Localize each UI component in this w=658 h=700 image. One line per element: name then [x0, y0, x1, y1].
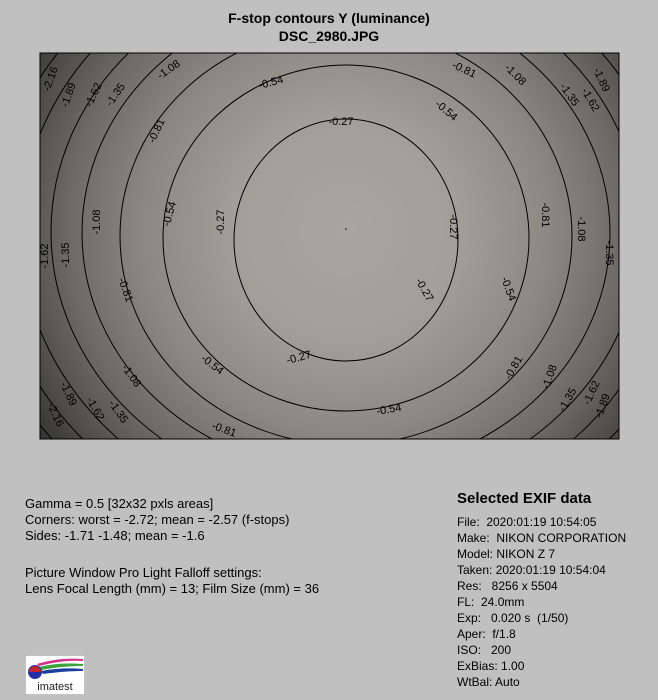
label-189-top-left: -1.89	[58, 81, 79, 109]
label-027-lower-right: -0.27	[412, 276, 436, 304]
exif-heading: Selected EXIF data	[457, 490, 592, 507]
label-162-top-right: -1.62	[578, 86, 602, 114]
label-108-bottom-left: -1.08	[118, 362, 144, 390]
exif-row-file: File: 2020:01:19 10:54:05	[457, 515, 597, 529]
pw-settings-title: Picture Window Pro Light Falloff settings:	[25, 565, 262, 580]
label-189-bottom-left: -1.89	[57, 380, 79, 408]
chart-title: F-stop contours Y (luminance)	[228, 10, 430, 26]
exif-row-iso: ISO: 200	[457, 643, 512, 657]
exif-row-exp: Exp: 0.020 s (1/50)	[457, 611, 569, 625]
label-162-top-left: -1.62	[83, 81, 105, 109]
label-135-bottom-right: -1.35	[556, 386, 580, 414]
label-162-bottom-right: -1.62	[581, 379, 603, 407]
label-054-top-right: -0.54	[432, 98, 460, 124]
label-081-left: -0.81	[146, 117, 168, 145]
label-162-bottom-left: -1.62	[83, 395, 107, 423]
label-135-bottom-left: -1.35	[105, 398, 131, 426]
pw-settings-block	[25, 565, 319, 597]
exif-row-exbias: ExBias: 1.00	[457, 659, 525, 673]
exif-row-fl: FL: 24.0mm	[457, 595, 525, 609]
label-081-lower-left: -0.81	[115, 276, 136, 304]
label-081-bottom: -0.81	[210, 419, 238, 440]
imatest-logo	[25, 655, 85, 695]
label-027-left: -0.27	[214, 209, 227, 235]
corners-text: Corners: worst = -2.72; mean = -2.57 (f-stops)	[25, 512, 290, 527]
label-054-top: -0.54	[257, 73, 285, 92]
exif-table	[457, 514, 626, 690]
label-108-left: -1.08	[90, 209, 103, 235]
label-081-right: -0.81	[539, 202, 552, 228]
label-216-top-left: -2.16	[40, 65, 61, 93]
label-108-bottom-right: -1.08	[539, 363, 560, 391]
center-mark	[345, 228, 347, 230]
pw-settings-values: Lens Focal Length (mm) = 13; Film Size (mm) = 36	[25, 581, 320, 596]
logo-text: imatest	[37, 681, 73, 693]
exif-row-res: Res: 8256 x 5504	[457, 579, 558, 593]
label-081-lower-right: -0.81	[502, 354, 526, 382]
stats-block	[25, 496, 289, 544]
label-135-right: -1.35	[603, 240, 616, 266]
exif-row-aper: Aper: f/1.8	[457, 627, 516, 641]
label-054-right: -0.54	[498, 275, 519, 303]
label-108-right: -1.08	[575, 216, 588, 242]
label-189-bottom-right: -1.89	[592, 392, 613, 420]
exif-row-make: Make: NIKON CORPORATION	[457, 531, 627, 545]
label-027-top: -0.27	[328, 115, 354, 128]
label-054-left: -0.54	[160, 200, 179, 228]
label-216-bottom-left: -2.16	[44, 401, 66, 429]
chart-filename: DSC_2980.JPG	[278, 28, 380, 44]
label-081-top-right: -0.81	[450, 59, 478, 81]
gamma-text: Gamma = 0.5 [32x32 pxls areas]	[25, 496, 214, 511]
label-108-top-left: -1.08	[155, 57, 183, 83]
sides-text: Sides: -1.71 -1.48; mean = -1.6	[25, 528, 205, 543]
label-027-right: -0.27	[447, 214, 460, 240]
label-189-top-right: -1.89	[590, 66, 612, 94]
label-108-top-right: -1.08	[501, 61, 529, 89]
label-054-bottom-left: -0.54	[198, 352, 226, 378]
exif-row-model: Model: NIKON Z 7	[457, 547, 556, 561]
label-162-left: -1.62	[38, 243, 51, 269]
label-135-top-right: -1.35	[556, 81, 582, 109]
exif-row-wtbal: WtBal: Auto	[457, 675, 520, 689]
label-027-bottom: -0.27	[285, 348, 313, 367]
exif-row-taken: Taken: 2020:01:19 10:54:04	[457, 563, 606, 577]
plot-background	[40, 53, 619, 439]
label-135-left: -1.35	[59, 242, 72, 268]
label-135-top-left: -1.35	[103, 81, 129, 109]
label-054-bottom: -0.54	[375, 401, 403, 418]
